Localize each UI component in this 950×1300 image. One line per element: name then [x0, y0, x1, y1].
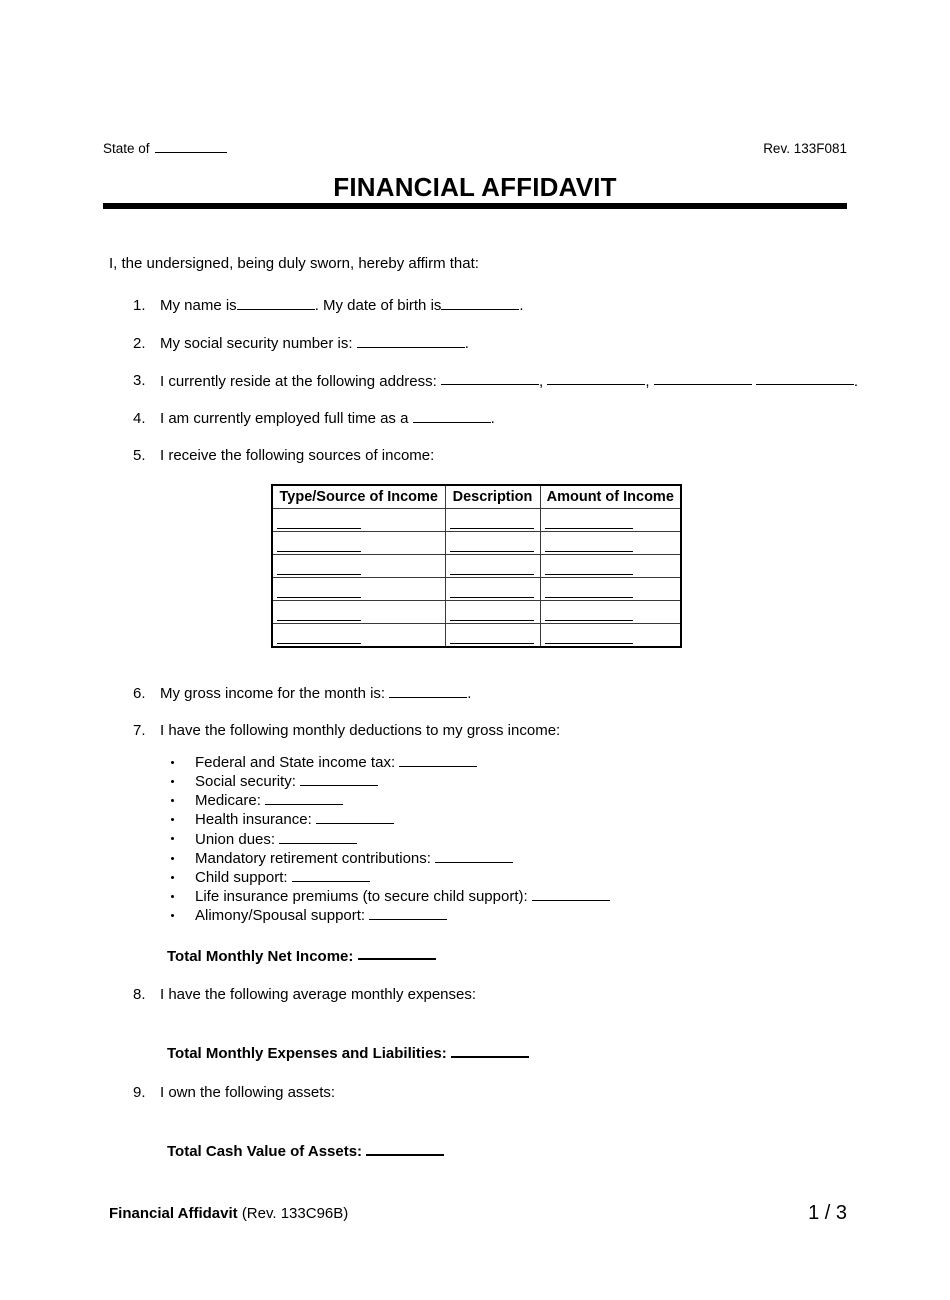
page-title: FINANCIAL AFFIDAVIT	[333, 172, 617, 202]
cell-fill-line	[450, 528, 534, 529]
list-item	[109, 868, 849, 887]
total-expenses-blank[interactable]	[451, 1043, 529, 1058]
total-cash-value-assets	[109, 1141, 849, 1160]
item-2-text-a: My social security number is:	[160, 334, 353, 352]
cell-fill-line	[450, 643, 534, 644]
page-footer	[109, 1202, 847, 1225]
item-text: I have the following monthly deductions to my gross income:	[160, 721, 561, 739]
state-of-blank[interactable]	[155, 141, 227, 153]
cell-fill-line	[450, 551, 534, 552]
deductions-list	[109, 753, 849, 926]
total-assets-blank[interactable]	[366, 1141, 444, 1156]
deduction-blank[interactable]	[316, 811, 394, 825]
deduction-blank[interactable]	[300, 772, 378, 786]
cell-fill-line	[277, 597, 361, 598]
cell-amount[interactable]	[540, 532, 681, 555]
cell-fill-line	[545, 597, 633, 598]
list-item-4	[109, 409, 849, 427]
item-1-text-c: .	[519, 296, 524, 314]
deduction-label: Union dues:	[195, 830, 276, 848]
item-number: 1.	[133, 296, 146, 314]
total-net-income-label: Total Monthly Net Income:	[167, 947, 354, 965]
cell-amount[interactable]	[540, 578, 681, 601]
item-text	[160, 296, 849, 314]
income-table-container	[271, 484, 682, 648]
item-number: 3.	[133, 372, 146, 390]
item-2-text-b: .	[464, 334, 469, 352]
deduction-label: Medicare:	[195, 792, 261, 810]
cell-description[interactable]	[445, 578, 540, 601]
table-row	[272, 601, 681, 624]
cell-amount[interactable]	[540, 601, 681, 624]
list-item-9	[109, 1084, 849, 1101]
item-number: 9.	[133, 1084, 146, 1102]
deduction-blank[interactable]	[399, 753, 477, 767]
cell-fill-line	[277, 528, 361, 529]
item-text	[160, 684, 849, 702]
bullet-dot-icon	[171, 761, 174, 764]
bullet-dot-icon	[171, 799, 174, 802]
cell-fill-line	[450, 574, 534, 575]
item-text: I receive the following sources of income:	[160, 447, 435, 464]
deduction-blank[interactable]	[532, 887, 610, 901]
item-number: 4.	[133, 410, 146, 427]
address-zip-blank[interactable]	[756, 372, 854, 386]
list-item-8	[109, 986, 849, 1003]
cell-fill-line	[277, 620, 361, 621]
list-item	[109, 906, 849, 925]
item-text	[160, 409, 849, 427]
cell-fill-line	[277, 551, 361, 552]
affirmation-intro: I, the undersigned, being duly sworn, hereby affirm that:	[109, 255, 479, 272]
cell-type-source[interactable]	[272, 532, 445, 555]
dob-blank[interactable]	[441, 296, 519, 310]
item-number: 5.	[133, 447, 146, 464]
footer-document-label	[109, 1205, 348, 1222]
footer-revision-code: (Rev. 133C96B)	[241, 1205, 349, 1222]
cell-description[interactable]	[445, 509, 540, 532]
cell-fill-line	[450, 597, 534, 598]
bullet-dot-icon	[171, 837, 174, 840]
cell-type-source[interactable]	[272, 601, 445, 624]
bullet-dot-icon	[171, 857, 174, 860]
deduction-label: Federal and State income tax:	[195, 753, 396, 771]
deduction-label: Alimony/Spousal support:	[195, 907, 366, 925]
deduction-label: Life insurance premiums (to secure child support):	[195, 888, 528, 906]
cell-amount[interactable]	[540, 509, 681, 532]
item-4-text-b: .	[490, 410, 495, 427]
item-text	[160, 372, 858, 390]
table-row	[272, 578, 681, 601]
bullet-dot-icon	[171, 914, 174, 917]
column-header-type-source: Type/Source of Income	[272, 485, 445, 509]
address-state-blank[interactable]	[654, 372, 752, 386]
bullet-dot-icon	[171, 780, 174, 783]
bullet-dot-icon	[171, 895, 174, 898]
name-blank[interactable]	[237, 296, 315, 310]
cell-description[interactable]	[445, 532, 540, 555]
total-expenses-label: Total Monthly Expenses and Liabilities:	[167, 1045, 447, 1063]
item-6-text-b: .	[467, 684, 472, 702]
table-row	[272, 532, 681, 555]
list-item-2	[109, 334, 849, 352]
state-of-label: State of	[103, 141, 150, 157]
list-item	[109, 791, 849, 810]
item-6-text-a: My gross income for the month is:	[160, 684, 386, 702]
cell-fill-line	[545, 528, 633, 529]
income-table-body	[272, 509, 681, 648]
list-item-5	[109, 447, 849, 464]
cell-fill-line	[450, 620, 534, 621]
cell-fill-line	[277, 643, 361, 644]
table-header-row	[272, 485, 681, 509]
deduction-blank[interactable]	[265, 791, 343, 805]
page-header	[103, 141, 847, 156]
cell-amount[interactable]	[540, 624, 681, 648]
cell-fill-line	[545, 620, 633, 621]
item-4-text-a: I am currently employed full time as a	[160, 410, 409, 427]
item-3-sep-1: ,	[538, 372, 544, 390]
deduction-blank[interactable]	[435, 849, 513, 863]
page-number: 1 / 3	[808, 1202, 847, 1224]
deduction-blank[interactable]	[279, 830, 357, 844]
item-1-text-a: My name is	[160, 296, 237, 314]
numbered-items-upper	[109, 296, 859, 484]
item-3-text-a: I currently reside at the following address:	[160, 372, 437, 390]
bullet-dot-icon	[171, 876, 174, 879]
total-monthly-net-income	[109, 946, 849, 965]
footer-doc-name: Financial Affidavit	[109, 1205, 238, 1222]
list-item	[109, 753, 849, 772]
header-revision-code: Rev. 133F081	[763, 141, 847, 157]
deduction-blank[interactable]	[369, 907, 447, 921]
total-assets-label: Total Cash Value of Assets:	[167, 1142, 363, 1160]
list-item	[109, 810, 849, 829]
cell-description[interactable]	[445, 624, 540, 648]
item-number: 7.	[133, 721, 146, 739]
item-number: 6.	[133, 684, 146, 702]
list-item-7	[109, 722, 849, 739]
cell-type-source[interactable]	[272, 555, 445, 578]
item-number: 2.	[133, 334, 146, 352]
cell-amount[interactable]	[540, 555, 681, 578]
total-monthly-expenses	[109, 1043, 849, 1062]
column-header-description: Description	[445, 485, 540, 509]
item-3-sep-2: ,	[645, 372, 650, 390]
cell-type-source[interactable]	[272, 624, 445, 648]
column-header-amount: Amount of Income	[540, 485, 681, 509]
deduction-label: Social security:	[195, 772, 296, 790]
cell-fill-line	[545, 551, 633, 552]
deduction-label: Child support:	[195, 868, 288, 886]
title-divider-rule	[103, 203, 847, 209]
cell-fill-line	[545, 574, 633, 575]
cell-type-source[interactable]	[272, 509, 445, 532]
deduction-blank[interactable]	[292, 868, 370, 882]
list-item-6	[109, 684, 849, 702]
item-3-text-end: .	[853, 372, 859, 390]
address-street-blank[interactable]	[441, 372, 539, 386]
table-row	[272, 624, 681, 648]
deduction-label: Health insurance:	[195, 811, 312, 829]
total-net-income-blank[interactable]	[358, 946, 436, 961]
item-1-text-b: . My date of birth is	[314, 296, 442, 314]
cell-fill-line	[277, 574, 361, 575]
list-item	[109, 849, 849, 868]
item-text: I own the following assets:	[160, 1084, 336, 1102]
ssn-blank[interactable]	[357, 334, 465, 348]
list-item-1	[109, 296, 849, 314]
table-row	[272, 509, 681, 532]
list-item	[109, 772, 849, 791]
occupation-blank[interactable]	[413, 409, 491, 423]
deduction-label: Mandatory retirement contributions:	[195, 849, 431, 867]
income-sources-table	[271, 484, 682, 648]
item-text: I have the following average monthly expenses:	[160, 986, 477, 1004]
list-item	[109, 830, 849, 849]
state-of-field	[103, 141, 227, 156]
gross-income-blank[interactable]	[389, 684, 467, 698]
list-item-3	[109, 372, 859, 390]
address-city-blank[interactable]	[547, 372, 645, 386]
cell-description[interactable]	[445, 555, 540, 578]
cell-fill-line	[545, 643, 633, 644]
cell-type-source[interactable]	[272, 578, 445, 601]
cell-description[interactable]	[445, 601, 540, 624]
list-item	[109, 887, 849, 906]
numbered-items-lower	[109, 684, 849, 1160]
item-number: 8.	[133, 986, 146, 1004]
bullet-dot-icon	[171, 818, 174, 821]
item-text	[160, 334, 849, 352]
table-row	[272, 555, 681, 578]
